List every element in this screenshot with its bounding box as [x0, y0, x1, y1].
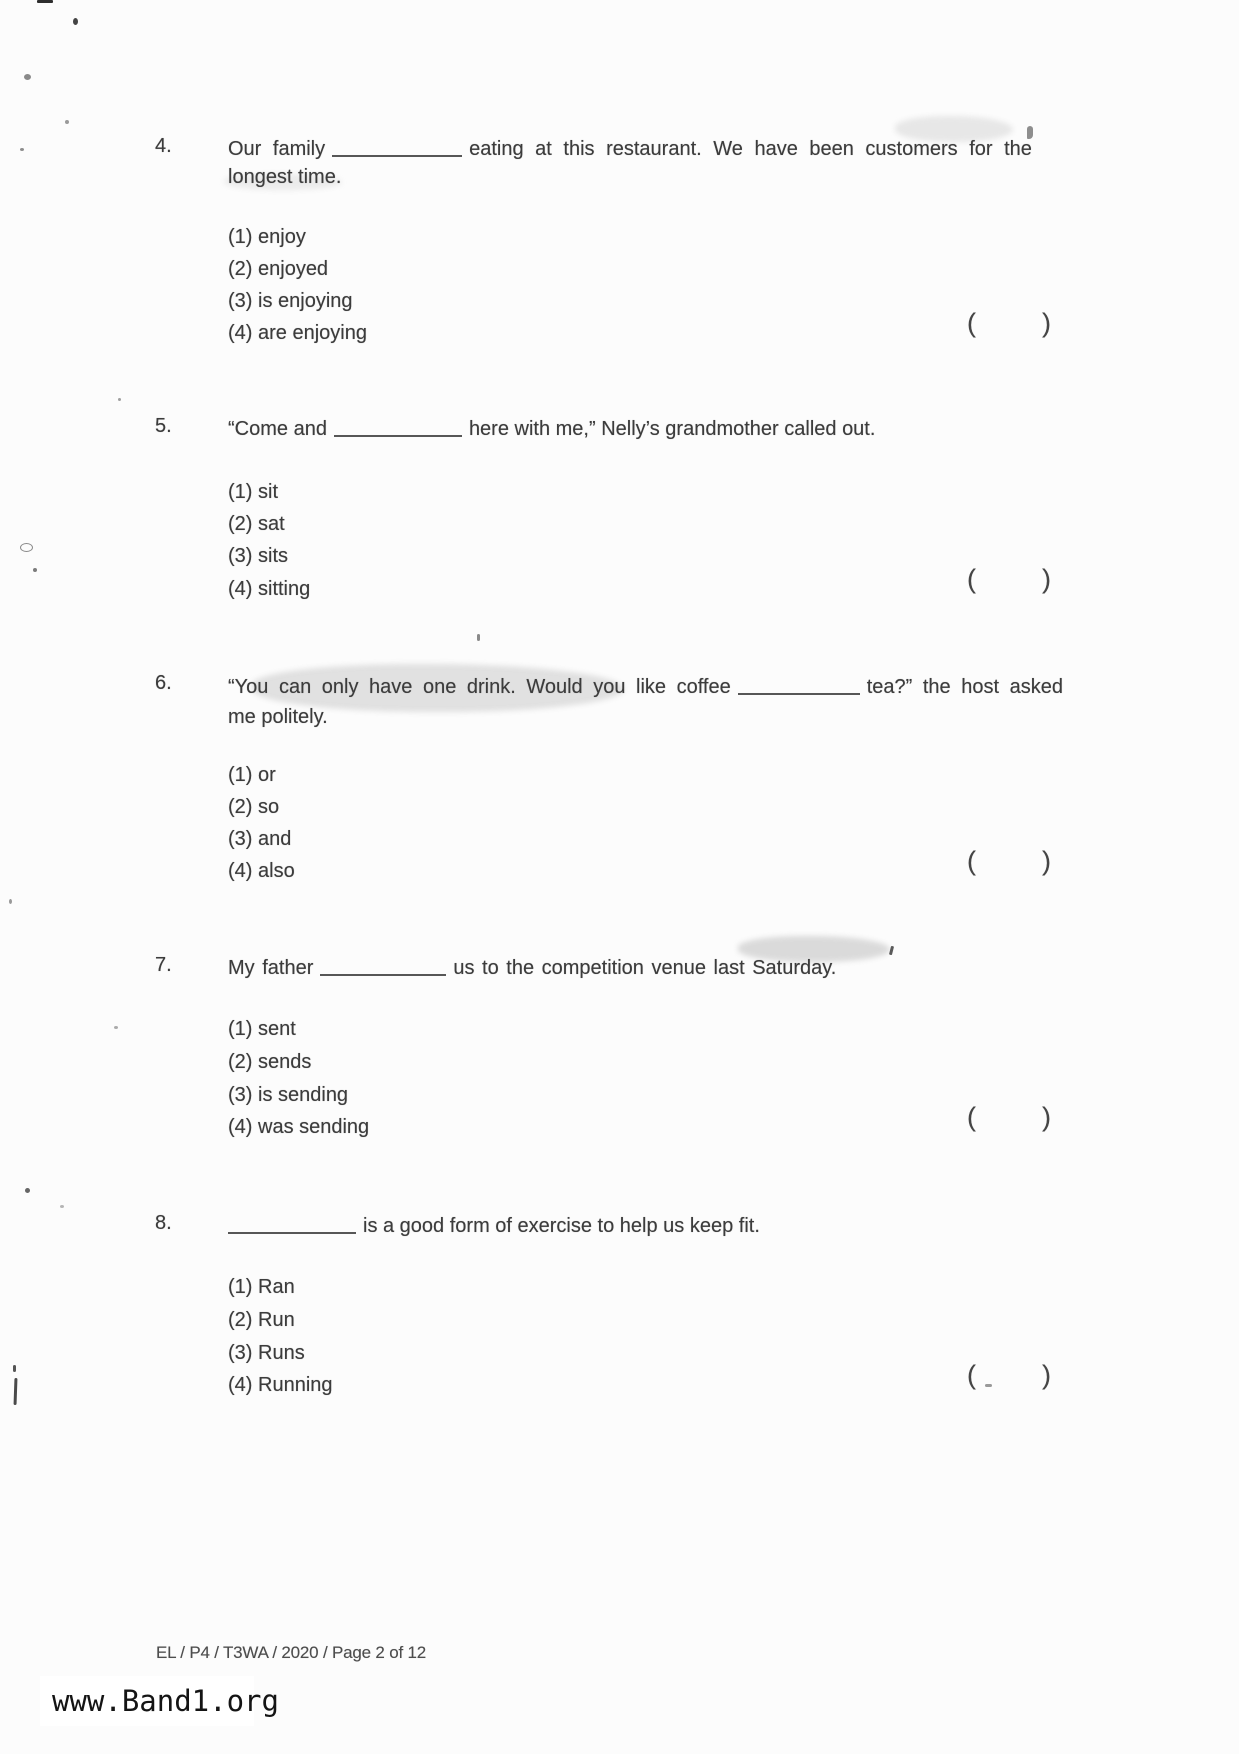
- answer-option: (1) Ran: [228, 1276, 295, 1298]
- answer-bracket-close: ): [1042, 564, 1051, 594]
- answer-option: (1) sit: [228, 481, 278, 503]
- fill-in-blank-line: [228, 1216, 356, 1234]
- question-text-line2: me politely.: [228, 706, 328, 728]
- question-text: [228, 135, 1140, 191]
- scan-speck: [9, 899, 12, 904]
- scan-speck: [118, 398, 121, 401]
- answer-bracket-close: ): [1042, 1360, 1051, 1390]
- question-number: 8.: [155, 1212, 172, 1234]
- scan-speck: [20, 543, 33, 552]
- answer-option: (2) sends: [228, 1051, 312, 1073]
- question-text-before-blank: My father: [228, 957, 314, 979]
- scan-speck: [985, 1384, 992, 1387]
- fill-in-blank-line: [332, 139, 462, 157]
- answer-bracket-open: (: [967, 1102, 976, 1132]
- answer-bracket-open: (: [967, 308, 976, 338]
- question-text-before-blank: “Come and: [228, 418, 327, 440]
- answer-option: (4) also: [228, 860, 295, 882]
- answer-option: (2) sat: [228, 513, 285, 535]
- answer-option: (3) is enjoying: [228, 290, 353, 312]
- scan-artifact: [37, 0, 53, 3]
- scan-speck: [24, 74, 31, 80]
- scan-speck: [13, 1365, 16, 1372]
- question-text-after-blank: here with me,” Nelly’s grandmother called out.: [468, 418, 876, 440]
- answer-bracket-close: ): [1042, 308, 1051, 338]
- question-number: 4.: [155, 135, 172, 157]
- scan-speck: [60, 1205, 64, 1208]
- answer-option: (4) sitting: [228, 578, 311, 600]
- answer-option: (1) or: [228, 764, 276, 786]
- answer-option: (3) is sending: [228, 1084, 349, 1106]
- answer-option: (2) Run: [228, 1309, 295, 1331]
- scan-speck: [477, 634, 480, 641]
- question-number: 5.: [155, 415, 172, 437]
- answer-option: (1) sent: [228, 1018, 296, 1040]
- page-footer: EL / P4 / T3WA / 2020 / Page 2 of 12: [156, 1643, 427, 1662]
- answer-bracket-open: (: [967, 846, 976, 876]
- fill-in-blank-line: [320, 958, 446, 976]
- answer-option: (4) Running: [228, 1374, 333, 1396]
- answer-option: (2) so: [228, 796, 280, 818]
- question-text-line2: longest time.: [228, 166, 342, 188]
- watermark: www.Band1.org: [52, 1684, 279, 1718]
- question-text: [228, 672, 1140, 732]
- scan-artifact: [14, 1378, 17, 1405]
- scan-speck: [114, 1026, 118, 1029]
- answer-option: (2) enjoyed: [228, 258, 329, 280]
- question-text-after-blank: is a good form of exercise to help us keep fit.: [363, 1215, 760, 1237]
- answer-option: (3) and: [228, 828, 292, 850]
- question-text: [228, 1212, 1140, 1240]
- question-text-before-blank: “You can only have one drink. Would you like coffee: [228, 676, 731, 698]
- scan-speck: [20, 148, 24, 151]
- fill-in-blank-line: [738, 677, 860, 695]
- question-text-before-blank: Our family: [228, 138, 326, 160]
- answer-bracket-open: (: [967, 564, 976, 594]
- scan-speck: [33, 568, 37, 572]
- scan-speck: [25, 1188, 30, 1193]
- question-text-after-blank: tea?” the host asked: [866, 676, 1063, 698]
- question-number: 7.: [155, 954, 172, 976]
- answer-option: (3) Runs: [228, 1342, 305, 1364]
- answer-bracket-open: (: [967, 1360, 976, 1390]
- answer-option: (4) are enjoying: [228, 322, 367, 344]
- answer-bracket-close: ): [1042, 1102, 1051, 1132]
- scan-speck: [73, 18, 78, 25]
- question-number: 6.: [155, 672, 172, 694]
- question-text: [228, 954, 1140, 982]
- answer-option: (1) enjoy: [228, 226, 306, 248]
- question-text: [228, 415, 1140, 443]
- answer-option: (4) was sending: [228, 1116, 370, 1138]
- question-text-after-blank: us to the competition venue last Saturday.: [453, 957, 837, 979]
- answer-bracket-close: ): [1042, 846, 1051, 876]
- question-text-after-blank: eating at this restaurant. We have been customers for the: [469, 138, 1032, 160]
- answer-option: (3) sits: [228, 545, 288, 567]
- scan-speck: [65, 120, 69, 124]
- fill-in-blank-line: [334, 419, 462, 437]
